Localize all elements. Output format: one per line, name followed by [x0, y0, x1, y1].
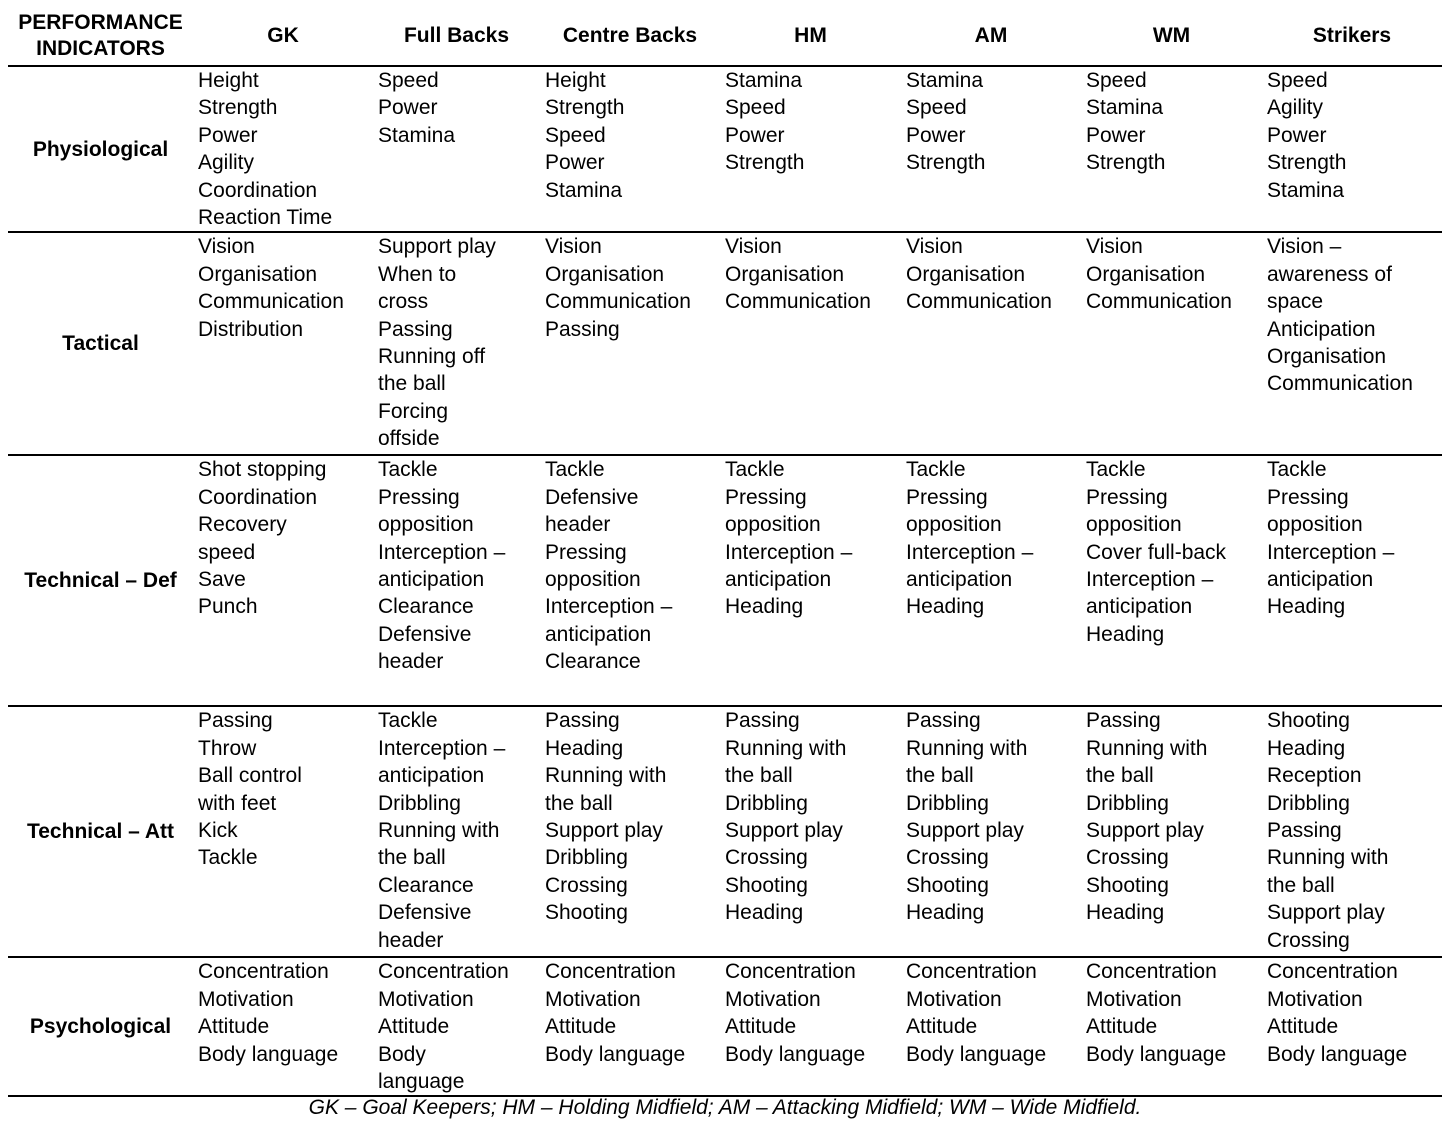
row-technical-att	[8, 706, 1442, 957]
cell-technical-def-hm: Tackle Pressing opposition Interception – anticipation Heading	[720, 455, 901, 706]
cell-psychological-strikers: Concentration Motivation Attitude Body language	[1262, 957, 1442, 1096]
cell-technical-def-am: Tackle Pressing opposition Interception – anticipation Heading	[901, 455, 1081, 706]
cell-technical-att-am: Passing Running with the ball Dribbling Support play Crossing Shooting Heading	[901, 706, 1081, 957]
header-row	[8, 6, 1442, 66]
cell-technical-att-centre-backs: Passing Heading Running with the ball Support play Dribbling Crossing Shooting	[540, 706, 720, 957]
cell-tactical-am: Vision Organisation Communication	[901, 232, 1081, 455]
cell-tactical-wm: Vision Organisation Communication	[1081, 232, 1262, 455]
cell-technical-def-full-backs: Tackle Pressing opposition Interception – anticipation Clearance Defensive header	[373, 455, 540, 706]
header-centre-backs: Centre Backs	[540, 6, 720, 66]
header-gk: GK	[193, 6, 373, 66]
cell-technical-def-strikers: Tackle Pressing opposition Interception – anticipation Heading	[1262, 455, 1442, 706]
cell-psychological-am: Concentration Motivation Attitude Body language	[901, 957, 1081, 1096]
row-label-technical-def: Technical – Def	[8, 455, 193, 706]
header-wm: WM	[1081, 6, 1262, 66]
cell-physiological-wm: Speed Stamina Power Strength	[1081, 66, 1262, 232]
header-full-backs: Full Backs	[373, 6, 540, 66]
cell-technical-def-wm: Tackle Pressing opposition Cover full-back Interception – anticipation Heading	[1081, 455, 1262, 706]
cell-physiological-full-backs: Speed Power Stamina	[373, 66, 540, 232]
cell-physiological-am: Stamina Speed Power Strength	[901, 66, 1081, 232]
header-strikers: Strikers	[1262, 6, 1442, 66]
cell-technical-att-full-backs: Tackle Interception – anticipation Dribbling Running with the ball Clearance Defensive header	[373, 706, 540, 957]
cell-tactical-centre-backs: Vision Organisation Communication Passing	[540, 232, 720, 455]
header-performance-indicators: PERFORMANCE INDICATORS	[8, 6, 193, 66]
cell-physiological-hm: Stamina Speed Power Strength	[720, 66, 901, 232]
cell-physiological-strikers: Speed Agility Power Strength Stamina	[1262, 66, 1442, 232]
row-physiological	[8, 66, 1442, 232]
row-label-tactical: Tactical	[8, 232, 193, 455]
row-label-psychological: Psychological	[8, 957, 193, 1096]
row-technical-def	[8, 455, 1442, 706]
header-hm: HM	[720, 6, 901, 66]
cell-psychological-centre-backs: Concentration Motivation Attitude Body language	[540, 957, 720, 1096]
header-am: AM	[901, 6, 1081, 66]
cell-tactical-full-backs: Support play When to cross Passing Running off the ball Forcing offside	[373, 232, 540, 455]
cell-psychological-wm: Concentration Motivation Attitude Body language	[1081, 957, 1262, 1096]
row-label-technical-att: Technical – Att	[8, 706, 193, 957]
cell-tactical-strikers: Vision – awareness of space Anticipation Organisation Communication	[1262, 232, 1442, 455]
cell-psychological-hm: Concentration Motivation Attitude Body language	[720, 957, 901, 1096]
cell-technical-att-strikers: Shooting Heading Reception Dribbling Passing Running with the ball Support play Crossing	[1262, 706, 1442, 957]
cell-tactical-hm: Vision Organisation Communication	[720, 232, 901, 455]
cell-technical-def-centre-backs: Tackle Defensive header Pressing opposition Interception – anticipation Clearance	[540, 455, 720, 706]
cell-psychological-gk: Concentration Motivation Attitude Body language	[193, 957, 373, 1096]
table-caption: GK – Goal Keepers; HM – Holding Midfield; AM – Attacking Midfield; WM – Wide Midfield.	[308, 1096, 1142, 1119]
cell-tactical-gk: Vision Organisation Communication Distribution	[193, 232, 373, 455]
row-label-physiological: Physiological	[8, 66, 193, 232]
cell-technical-att-wm: Passing Running with the ball Dribbling Support play Crossing Shooting Heading	[1081, 706, 1262, 957]
row-tactical	[8, 232, 1442, 455]
cell-physiological-centre-backs: Height Strength Speed Power Stamina	[540, 66, 720, 232]
row-psychological	[8, 957, 1442, 1096]
cell-psychological-full-backs: Concentration Motivation Attitude Body language	[373, 957, 540, 1096]
cell-physiological-gk: Height Strength Power Agility Coordination Reaction Time	[193, 66, 373, 232]
cell-technical-att-hm: Passing Running with the ball Dribbling Support play Crossing Shooting Heading	[720, 706, 901, 957]
cell-technical-def-gk: Shot stopping Coordination Recovery speed Save Punch	[193, 455, 373, 706]
performance-indicators-table	[8, 6, 1442, 1097]
cell-technical-att-gk: Passing Throw Ball control with feet Kick Tackle	[193, 706, 373, 957]
